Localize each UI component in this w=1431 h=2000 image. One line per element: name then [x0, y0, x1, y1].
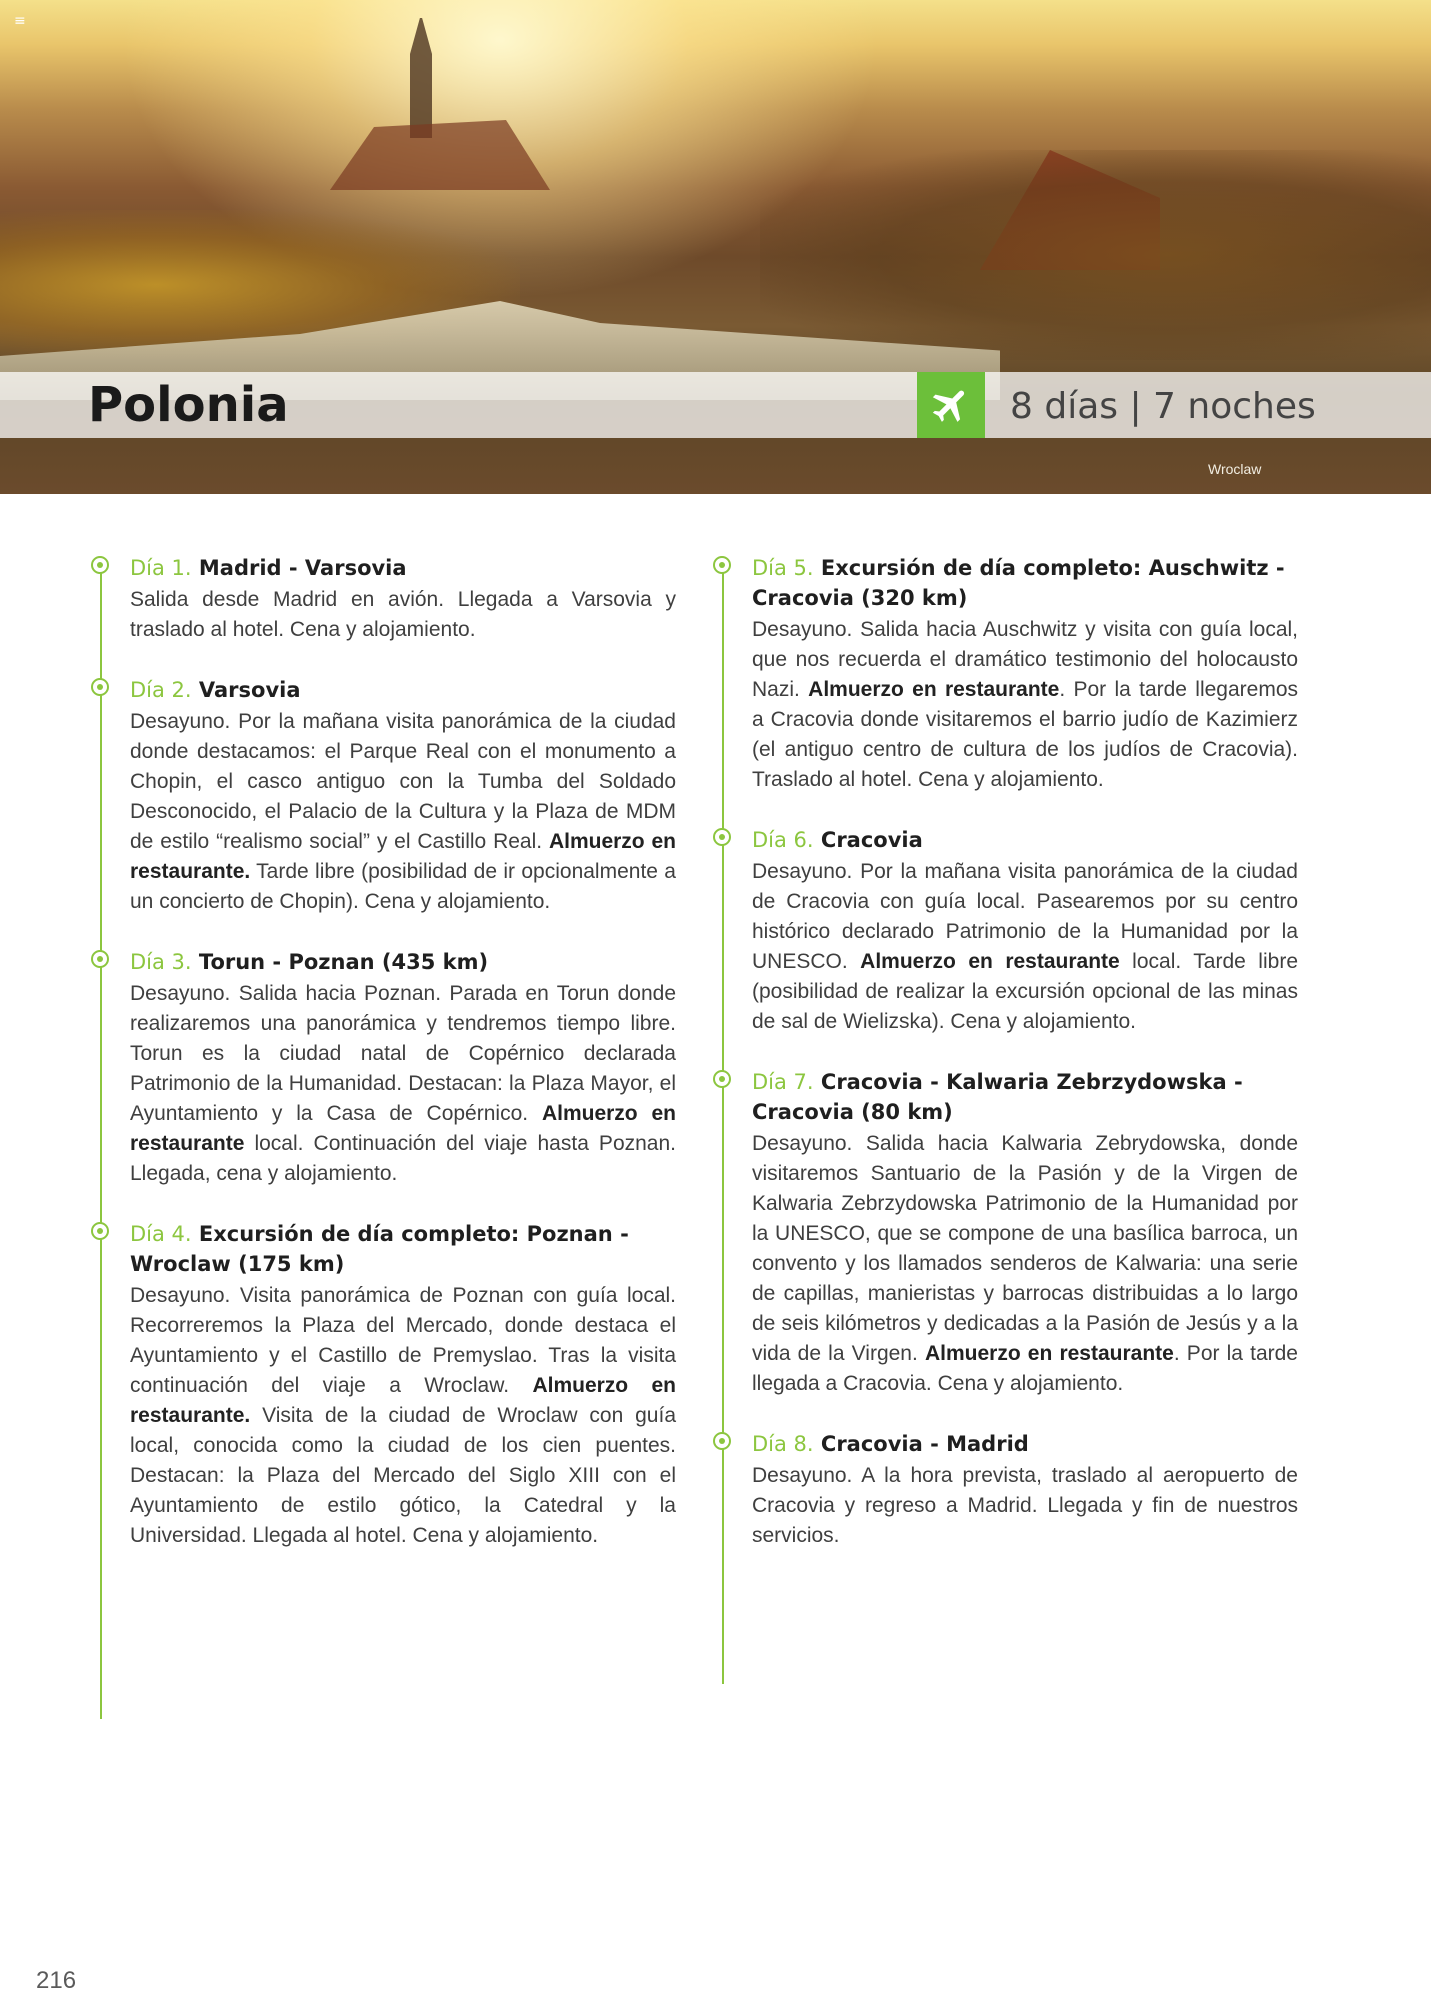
day-number: Día 5. [752, 556, 814, 580]
day-text: . Por la tarde llegada a Cracovia. Cena y alojamiento. [752, 1342, 1298, 1395]
plane-icon [929, 383, 973, 427]
day-text: Desayuno. Por la mañana visita panorámica de la ciudad de Cracovia con guía local. Pasearemos por su centro histórico declarado Patrimonio de la Humanidad por la UNESCO. [752, 860, 1298, 973]
day-text: local. Continuación del viaje hasta Poznan. Llegada, cena y alojamiento. [130, 1132, 676, 1185]
itinerary-left-column [96, 553, 676, 1551]
day-1 [96, 553, 676, 645]
day-3 [96, 947, 676, 1189]
day-description: Salida desde Madrid en avión. Llegada a Varsovia y traslado al hotel. Cena y alojamiento. [130, 588, 676, 641]
day-description [130, 1281, 676, 1551]
day-4 [96, 1219, 676, 1551]
day-heading [752, 1067, 1298, 1127]
day-description [752, 615, 1298, 795]
day-title: Cracovia - Kalwaria Zebrzydowska - Cracovia (80 km) [752, 1070, 1243, 1124]
day-heading [130, 947, 676, 977]
day-text-bold: Almuerzo en restaurante [860, 950, 1120, 973]
day-heading [130, 1219, 676, 1279]
day-description: Desayuno. A la hora prevista, traslado al aeropuerto de Cracovia y regreso a Madrid. Llegada y fin de nuestros servicios. [752, 1464, 1298, 1547]
day-text: Desayuno. Salida hacia Poznan. Parada en Torun donde realizaremos una panorámica y tendremos tiempo libre. Torun es la ciudad natal de Copérnico declarada Patrimonio de la Humanidad. Destacan: la Plaza Mayor, el Ayuntamiento y la Casa de Copérnico. [130, 982, 676, 1125]
day-text: Desayuno. Por la mañana visita panorámica de la ciudad donde destacamos: el Parque Real con el monumento a Chopin, el casco antiguo con la Tumba del Soldado Desconocido, el Palacio de la Cultura y la Plaza de MDM de estilo “realismo social” y el Castillo Real. [130, 710, 676, 853]
day-description [752, 857, 1298, 1037]
day-description [130, 979, 676, 1189]
photo-caption: Wroclaw [1208, 461, 1262, 477]
day-description [130, 707, 676, 917]
day-number: Día 1. [130, 556, 192, 580]
day-number: Día 7. [752, 1070, 814, 1094]
menu-icon[interactable]: ≡ [14, 13, 26, 29]
day-8 [718, 1429, 1298, 1551]
trip-duration: 8 días | 7 noches [1010, 386, 1316, 427]
day-text: Desayuno. Visita panorámica de Poznan con guía local. Recorreremos la Plaza del Mercado, donde destaca el Ayuntamiento y el Castillo de Premyslao. Tras la visita continuación del viaje a Wroclaw. [130, 1284, 676, 1397]
day-text-bold: Almuerzo en restaurante [924, 1342, 1174, 1365]
day-title: Excursión de día completo: Auschwitz - Cracovia (320 km) [752, 556, 1285, 610]
day-heading [752, 553, 1298, 613]
timeline-bullet-icon [713, 1070, 731, 1088]
day-title: Varsovia [198, 678, 301, 702]
day-text-bold: Almuerzo en restaurante [130, 1102, 676, 1155]
day-7 [718, 1067, 1298, 1399]
day-title: Cracovia [820, 828, 923, 852]
day-heading [752, 1429, 1298, 1459]
day-number: Día 6. [752, 828, 814, 852]
timeline-bullet-icon [713, 828, 731, 846]
day-text-bold: Almuerzo en restaurante. [130, 830, 676, 883]
page-number: 216 [36, 1967, 77, 1994]
day-text-bold: Almuerzo en restaurante [808, 678, 1060, 701]
day-heading [130, 553, 676, 583]
day-number: Día 8. [752, 1432, 814, 1456]
timeline-bullet-icon [713, 1432, 731, 1450]
day-heading [130, 675, 676, 705]
timeline-bullet-icon [91, 950, 109, 968]
day-text: . Por la tarde llegaremos a Cracovia donde visitaremos el barrio judío de Kazimierz (el antiguo centro de cultura de los judíos de Cracovia). Traslado al hotel. Cena y alojamiento. [752, 678, 1298, 791]
day-2 [96, 675, 676, 917]
day-heading [752, 825, 1298, 855]
timeline-bullet-icon [713, 556, 731, 574]
day-text: Desayuno. Salida hacia Auschwitz y visita con guía local, que nos recuerda el dramático testimonio del holocausto Nazi. [752, 618, 1298, 701]
day-text-bold: Almuerzo en restaurante. [130, 1374, 676, 1427]
foliage-right [760, 150, 1431, 360]
day-title: Torun - Poznan (435 km) [198, 950, 489, 974]
day-number: Día 2. [130, 678, 192, 702]
day-number: Día 3. [130, 950, 192, 974]
flight-badge [917, 372, 985, 438]
page-title: Polonia [88, 377, 289, 433]
day-text: Tarde libre (posibilidad de ir opcionalmente a un concierto de Chopin). Cena y alojamiento. [130, 860, 676, 913]
day-title: Madrid - Varsovia [198, 556, 407, 580]
timeline-bullet-icon [91, 556, 109, 574]
day-text: Desayuno. Salida hacia Kalwaria Zebrydowska, donde visitaremos Santuario de la Pasión y de la Virgen de Kalwaria Zebrzydowska Patrimonio de la Humanidad por la UNESCO, que se compone de una basílica barroca, un convento y los llamados senderos de Kalwaria: una serie de capillas, manieristas y barrocas distribuidas a lo largo de seis kilómetros y dedicadas a la Pasión de Jesús y a la vida de la Virgen. [752, 1132, 1298, 1365]
day-number: Día 4. [130, 1222, 192, 1246]
itinerary-right-column [718, 553, 1298, 1551]
day-6 [718, 825, 1298, 1037]
day-5 [718, 553, 1298, 795]
day-description [752, 1129, 1298, 1399]
day-text: local. Tarde libre (posibilidad de realizar la excursión opcional de las minas de sal de Wielizska). Cena y alojamiento. [752, 950, 1298, 1033]
timeline-bullet-icon [91, 1222, 109, 1240]
day-title: Cracovia - Madrid [820, 1432, 1029, 1456]
timeline-bullet-icon [91, 678, 109, 696]
day-title: Excursión de día completo: Poznan - Wroclaw (175 km) [130, 1222, 629, 1276]
day-text: Visita de la ciudad de Wroclaw con guía local, conocida como la ciudad de los cien puentes. Destacan: la Plaza del Mercado del Siglo XIII con el Ayuntamiento de estilo gótico, la Catedral y la Universidad. Llegada al hotel. Cena y alojamiento. [130, 1404, 676, 1547]
